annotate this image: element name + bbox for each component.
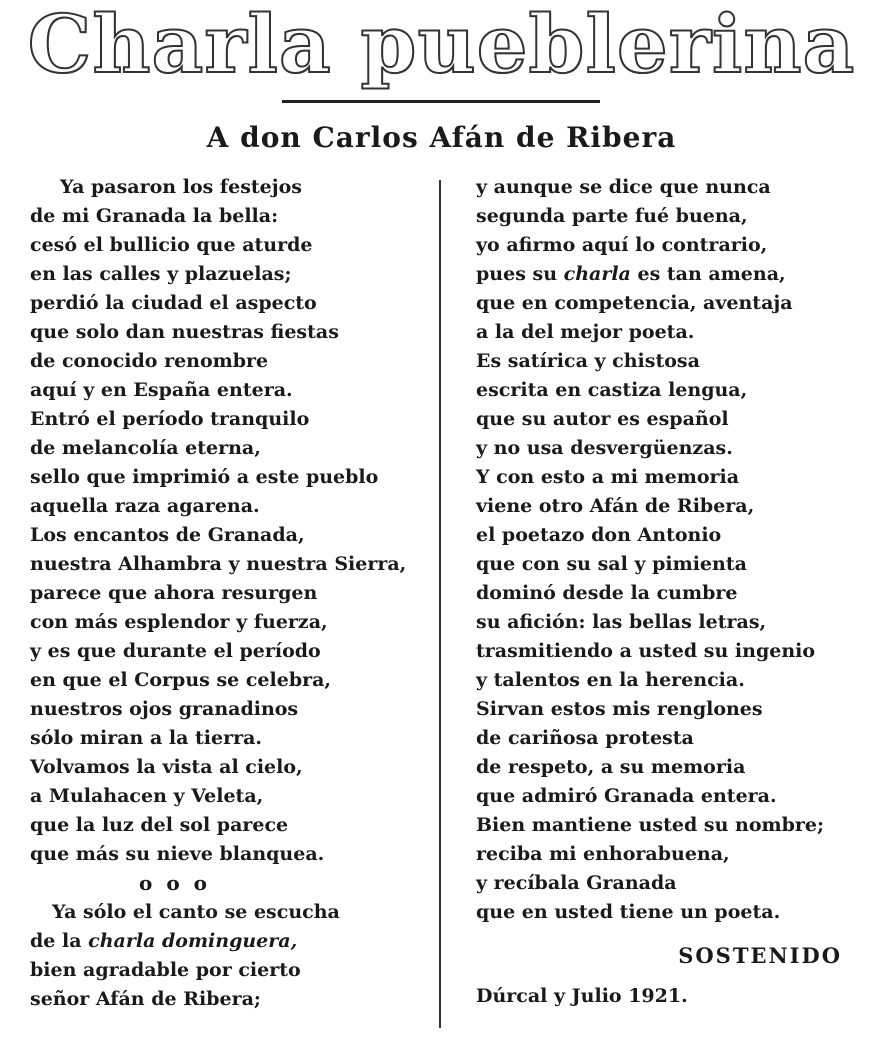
article-title: Charla pueblerina — [27, 0, 856, 91]
poem-line: el poetazo don Antonio — [476, 524, 722, 546]
poem-line-italic: charla — [563, 263, 631, 285]
poem-line: cesó el bullicio que aturde — [30, 234, 313, 256]
poem-line: y no usa desvergüenzas. — [476, 437, 733, 459]
poem-line: Es satírica y chistosa — [476, 350, 700, 372]
poem-line: bien agradable por cierto — [30, 959, 301, 981]
poem-line: señor Afán de Ribera; — [30, 988, 261, 1010]
poem-line: a la del mejor poeta. — [476, 321, 695, 343]
poem-line: escrita en castiza lengua, — [476, 379, 748, 401]
right-lines-a — [476, 173, 876, 260]
right-column — [476, 173, 876, 1011]
column-divider — [439, 180, 441, 1028]
poem-line: de conocido renombre — [30, 350, 269, 372]
stanza-separator: ooo — [138, 871, 222, 895]
poem-line: trasmitiendo a usted su ingenio — [476, 640, 816, 662]
poem-line: Ya sólo el canto se escucha — [52, 901, 340, 923]
place-date: Dúrcal y Julio 1921. — [476, 985, 688, 1007]
poem-line: Bien mantiene usted su nombre; — [476, 814, 825, 836]
poem-line: segunda parte fué buena, — [476, 205, 748, 227]
left-stanza-1 — [30, 173, 430, 869]
poem-line: aquella raza agarena. — [30, 495, 260, 517]
poem-line: que en competencia, aventaja — [476, 292, 793, 314]
poem-line: viene otro Afán de Ribera, — [476, 495, 755, 517]
poem-line: Ya pasaron los festejos — [60, 176, 302, 198]
poem-line: su afición: las bellas letras, — [476, 611, 767, 633]
poem-line: Y con esto a mi memoria — [476, 466, 740, 488]
poem-line: a Mulahacen y Veleta, — [30, 785, 264, 807]
poem-line: que la luz del sol parece — [30, 814, 289, 836]
poem-line: en las calles y plazuelas; — [30, 263, 292, 285]
poem-line: y es que durante el período — [30, 640, 321, 662]
poem-line: de mi Granada la bella: — [30, 205, 279, 227]
poem-line: que solo dan nuestras fiestas — [30, 321, 339, 343]
poem-line: Los encantos de Granada, — [30, 524, 305, 546]
poem-line: que más su nieve blanquea. — [30, 843, 325, 865]
poem-line — [30, 927, 430, 956]
poem-line: Volvamos la vista al cielo, — [30, 756, 303, 778]
poem-line: dominó desde la cumbre — [476, 582, 738, 604]
left-column — [30, 173, 430, 1014]
poem-line: de melancolía eterna, — [30, 437, 261, 459]
poem-line-text: de la — [30, 930, 89, 952]
poem-line: nuestra Alhambra y nuestra Sierra, — [30, 553, 407, 575]
poem-line: reciba mi enhorabuena, — [476, 843, 730, 865]
poem-line: que su autor es español — [476, 408, 729, 430]
poem-line: de cariñosa protesta — [476, 727, 694, 749]
poem-line: aquí y en España entera. — [30, 379, 293, 401]
poem-line: parece que ahora resurgen — [30, 582, 318, 604]
poem-line: que en usted tiene un poeta. — [476, 901, 781, 923]
poem-line: sello que imprimió a este pueblo — [30, 466, 379, 488]
poem-line-italic: charla dominguera, — [88, 930, 298, 952]
poem-line: sólo miran a la tierra. — [30, 727, 263, 749]
title-underline — [282, 100, 600, 103]
spacer — [476, 970, 876, 982]
poem-line: en que el Corpus se celebra, — [30, 669, 332, 691]
poem-line-text: pues su — [476, 263, 564, 285]
signature: SOSTENIDO — [678, 943, 842, 968]
poem-line: y recíbala Granada — [476, 872, 677, 894]
poem-line — [476, 260, 876, 289]
poem-line: Entró el período tranquilo — [30, 408, 310, 430]
poem-line: perdió la ciudad el aspecto — [30, 292, 317, 314]
poem-line: yo afirmo aquí lo contrario, — [476, 234, 768, 256]
poem-line: nuestros ojos granadinos — [30, 698, 299, 720]
dedication: A don Carlos Afán de Ribera — [206, 121, 677, 154]
poem-line-text: es tan amena, — [630, 263, 786, 285]
right-lines-b — [476, 289, 876, 927]
poem-line: de respeto, a su memoria — [476, 756, 746, 778]
poem-line: y talentos en la herencia. — [476, 669, 745, 691]
poem-line: que admiró Granada entera. — [476, 785, 777, 807]
poem-line: Sirvan estos mis renglones — [476, 698, 763, 720]
spacer — [476, 927, 876, 941]
poem-line: y aunque se dice que nunca — [476, 176, 771, 198]
poem-line: con más esplendor y fuerza, — [30, 611, 328, 633]
poem-line: que con su sal y pimienta — [476, 553, 747, 575]
